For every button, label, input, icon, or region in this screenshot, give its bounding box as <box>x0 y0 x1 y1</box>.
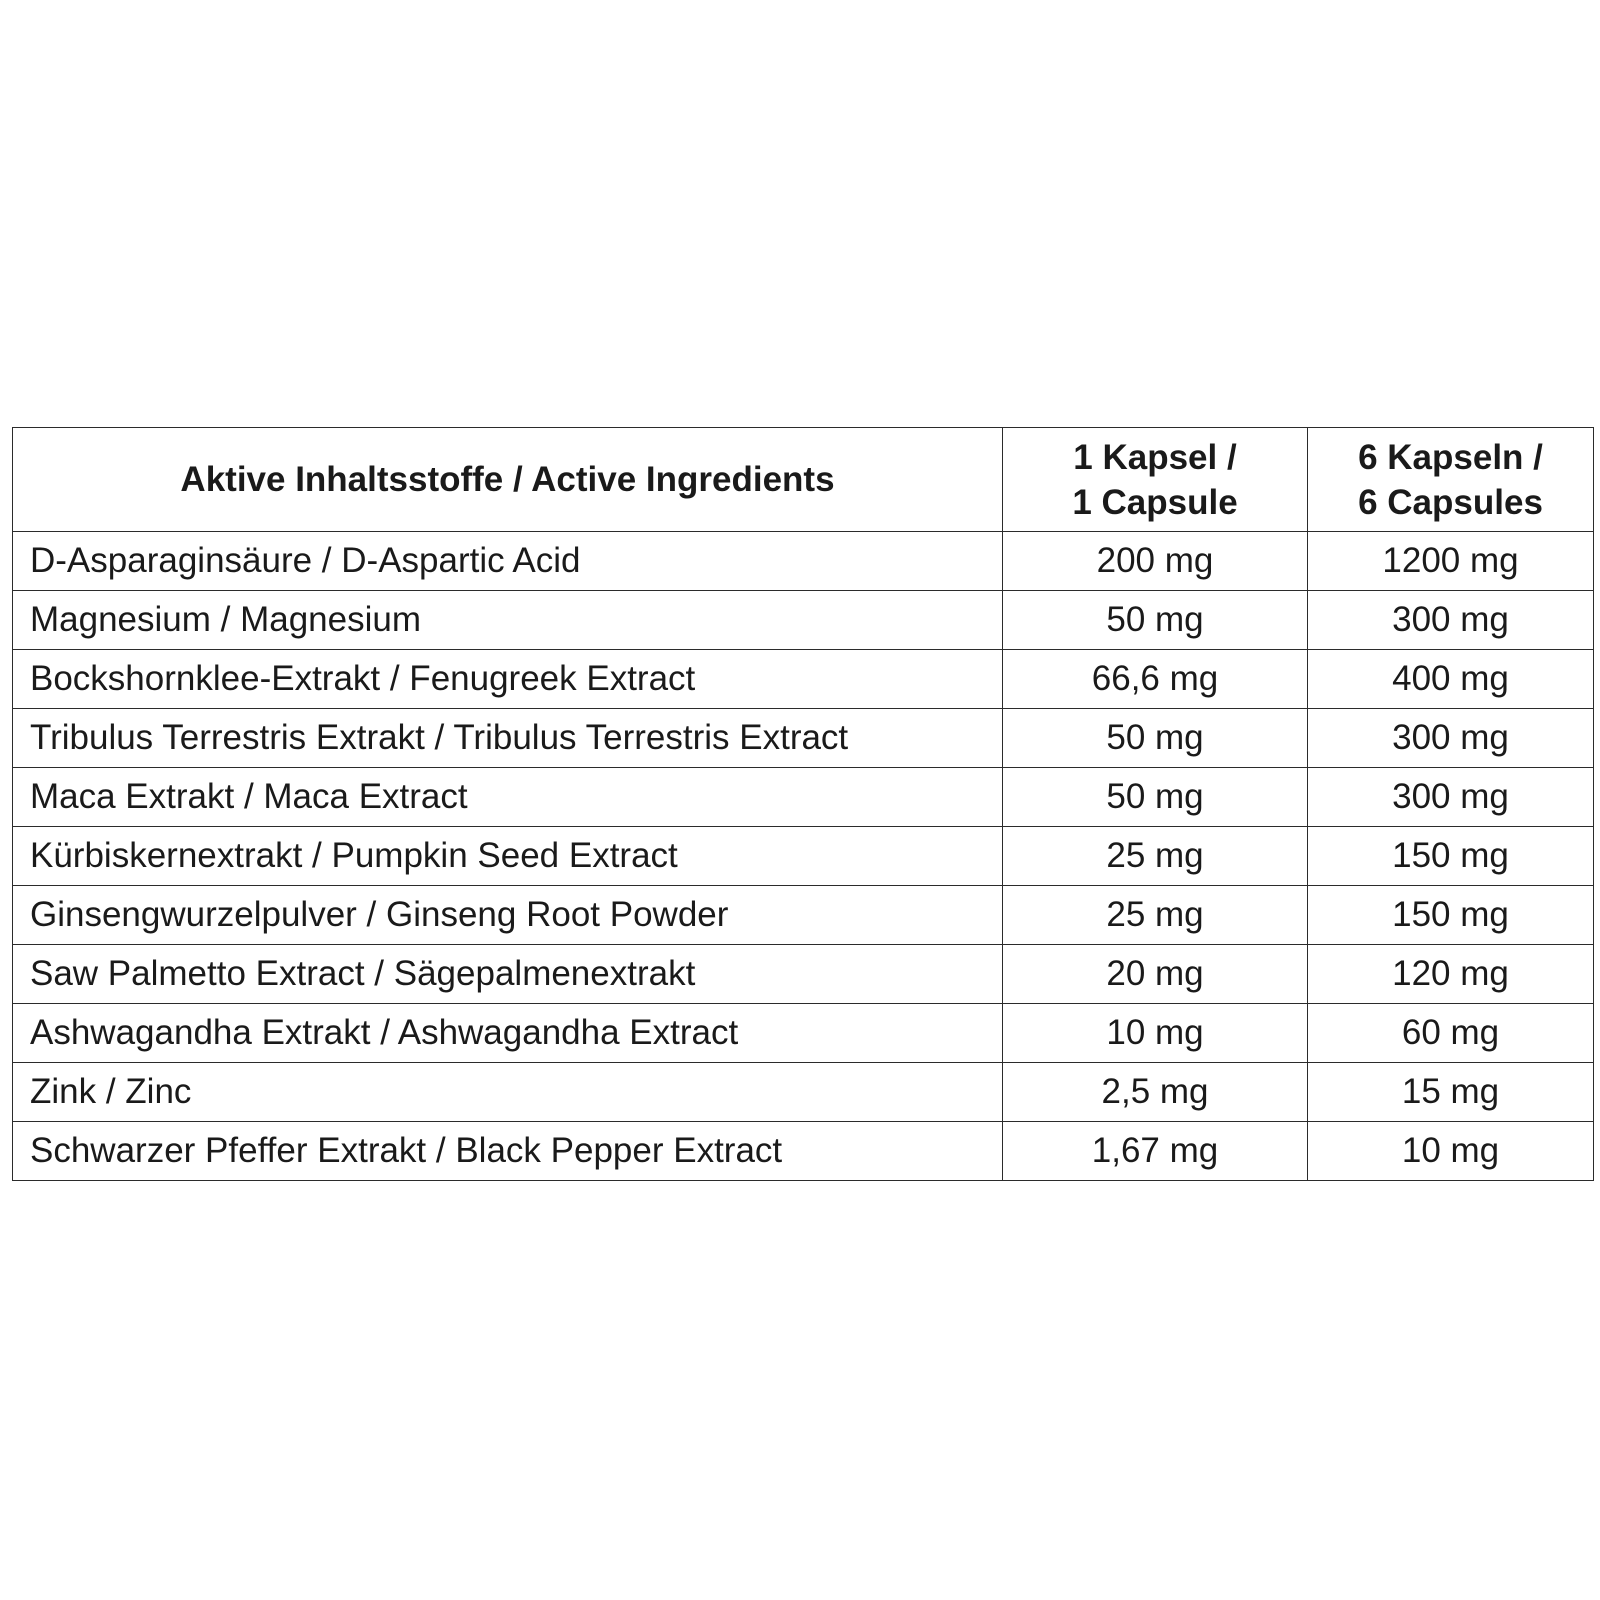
amount-one-capsule: 50 mg <box>1003 709 1308 768</box>
table-row <box>13 1063 1594 1122</box>
amount-one-capsule: 50 mg <box>1003 768 1308 827</box>
table-row <box>13 945 1594 1004</box>
table-row <box>13 886 1594 945</box>
header-six-capsules-line-2: 6 Capsules <box>1358 482 1543 522</box>
amount-one-capsule: 25 mg <box>1003 827 1308 886</box>
amount-one-capsule: 20 mg <box>1003 945 1308 1004</box>
header-one-capsule-line-1: 1 Kapsel / <box>1073 437 1237 477</box>
ingredient-name: Ginsengwurzelpulver / Ginseng Root Powder <box>13 886 1003 945</box>
ingredient-name: Kürbiskernextrakt / Pumpkin Seed Extract <box>13 827 1003 886</box>
ingredient-name: Tribulus Terrestris Extrakt / Tribulus Terrestris Extract <box>13 709 1003 768</box>
amount-one-capsule: 66,6 mg <box>1003 650 1308 709</box>
table-row <box>13 1122 1594 1181</box>
amount-six-capsules: 400 mg <box>1308 650 1594 709</box>
ingredient-name: Ashwagandha Extrakt / Ashwagandha Extract <box>13 1004 1003 1063</box>
header-one-capsule-line-2: 1 Capsule <box>1072 482 1238 522</box>
ingredient-name: Magnesium / Magnesium <box>13 591 1003 650</box>
amount-one-capsule: 200 mg <box>1003 532 1308 591</box>
amount-one-capsule: 1,67 mg <box>1003 1122 1308 1181</box>
amount-six-capsules: 300 mg <box>1308 709 1594 768</box>
table-row <box>13 827 1594 886</box>
ingredient-name: Maca Extrakt / Maca Extract <box>13 768 1003 827</box>
ingredient-name: Bockshornklee-Extrakt / Fenugreek Extract <box>13 650 1003 709</box>
amount-six-capsules: 150 mg <box>1308 886 1594 945</box>
amount-one-capsule: 10 mg <box>1003 1004 1308 1063</box>
amount-six-capsules: 10 mg <box>1308 1122 1594 1181</box>
table-body <box>13 532 1594 1181</box>
table-row <box>13 768 1594 827</box>
header-six-capsules <box>1308 428 1594 532</box>
amount-one-capsule: 50 mg <box>1003 591 1308 650</box>
table-row <box>13 591 1594 650</box>
ingredient-name: Zink / Zinc <box>13 1063 1003 1122</box>
ingredient-name: Saw Palmetto Extract / Sägepalmenextrakt <box>13 945 1003 1004</box>
table-row <box>13 650 1594 709</box>
ingredients-table <box>12 427 1594 1181</box>
amount-six-capsules: 300 mg <box>1308 591 1594 650</box>
amount-one-capsule: 2,5 mg <box>1003 1063 1308 1122</box>
amount-six-capsules: 150 mg <box>1308 827 1594 886</box>
table-row <box>13 709 1594 768</box>
header-one-capsule <box>1003 428 1308 532</box>
header-ingredient: Aktive Inhaltsstoffe / Active Ingredients <box>13 428 1003 532</box>
amount-six-capsules: 1200 mg <box>1308 532 1594 591</box>
ingredient-name: D-Asparaginsäure / D-Aspartic Acid <box>13 532 1003 591</box>
amount-six-capsules: 60 mg <box>1308 1004 1594 1063</box>
ingredient-name: Schwarzer Pfeffer Extrakt / Black Pepper Extract <box>13 1122 1003 1181</box>
header-six-capsules-line-1: 6 Kapseln / <box>1358 437 1543 477</box>
table-row <box>13 532 1594 591</box>
table-header-row <box>13 428 1594 532</box>
amount-six-capsules: 15 mg <box>1308 1063 1594 1122</box>
amount-one-capsule: 25 mg <box>1003 886 1308 945</box>
amount-six-capsules: 300 mg <box>1308 768 1594 827</box>
table-row <box>13 1004 1594 1063</box>
amount-six-capsules: 120 mg <box>1308 945 1594 1004</box>
